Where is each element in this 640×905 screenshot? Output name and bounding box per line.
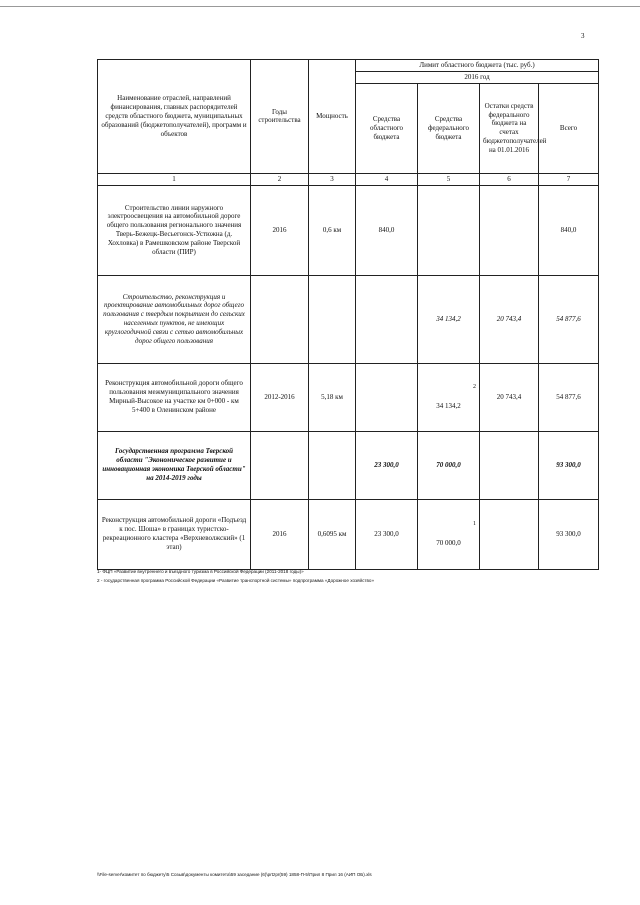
- header-limit-cell: [356, 60, 599, 72]
- remainder-value: [480, 499, 539, 569]
- federal-budget-value: 70 000,0: [436, 538, 461, 547]
- column-number: 4: [356, 173, 418, 185]
- regional-budget-value: 23 300,0: [356, 499, 418, 569]
- header-capacity-cell: [309, 60, 356, 174]
- capacity-value: 5,18 км: [309, 363, 356, 431]
- header-total-cell: [539, 83, 599, 173]
- total-value: 840,0: [539, 185, 599, 275]
- capacity-value: 0,6095 км: [309, 499, 356, 569]
- table-row: [98, 431, 599, 499]
- total-value: 93 300,0: [539, 431, 599, 499]
- footnotes: [97, 568, 374, 585]
- table-row: [98, 185, 599, 275]
- header-remainder-text: Остатки средств федерального бюджета на счетах бюджетополучателей на 01.01.2016: [483, 101, 547, 155]
- federal-budget-cell: [418, 431, 480, 499]
- capacity-value: [309, 431, 356, 499]
- header-name-text: Наименование отраслей, направлений финансирования, главных распорядителей средств областного бюджета, муниципальных образований (бюджетополучателей), программ и объектов: [101, 94, 247, 138]
- construction-years: 2012-2016: [251, 363, 309, 431]
- total-value: 54 877,6: [539, 275, 599, 363]
- header-remainder-cell: [480, 83, 547, 173]
- construction-years: 2016: [251, 499, 309, 569]
- footnote-2: 2 - государственная программа Российской Федерации «Развитие транспортной системы» подпрограмма «Дорожное хозяйство»: [97, 577, 375, 583]
- top-edge-line: [0, 6, 640, 7]
- budget-limit-table: [97, 59, 599, 570]
- column-number: 2: [251, 173, 309, 185]
- table-row: [98, 275, 599, 363]
- total-value: 93 300,0: [539, 499, 599, 569]
- page-number: 3: [581, 32, 585, 40]
- capacity-value: [309, 275, 356, 363]
- footnote-ref: 1: [473, 521, 476, 528]
- column-number: 1: [98, 173, 251, 185]
- object-name: Реконструкция автомобильной дороги общего пользования межмуниципального значения Мирный-Высокое на участке км 0+000 - км 5+400 в Оленинском районе: [98, 363, 251, 431]
- object-name: Строительство линии наружного электроосвещения на автомобильной дороге общего пользования регионального значения Тверь-Бежецк-Весьегонск-Устюжна (д. Хохловка) в Рамешковском районе Тверской области (ПИР): [98, 185, 251, 275]
- column-number: 6: [480, 173, 539, 185]
- header-federal-text: Средства федерального бюджета: [427, 114, 469, 141]
- header-name-cell: [98, 60, 251, 174]
- header-years-text: Годы строительства: [258, 107, 301, 125]
- capacity-value: 0,6 км: [309, 185, 356, 275]
- header-capacity-text: Мощность: [316, 111, 348, 120]
- section-name: Строительство, реконструкция и проектирование автомобильных дорог общего пользования с твердым покрытием до сельских населенных пунктов, не имеющих круглогодичной связи с сетью автомобильных дорог общего пользования: [98, 275, 251, 363]
- column-number: 7: [539, 173, 599, 185]
- regional-budget-value: [356, 363, 418, 431]
- header-years-cell: [251, 60, 309, 174]
- regional-budget-value: 840,0: [356, 185, 418, 275]
- remainder-value: 20 743,4: [480, 275, 539, 363]
- header-row-numbers: [98, 173, 599, 185]
- header-year-cell: [356, 71, 599, 83]
- federal-budget-cell: [418, 275, 480, 363]
- construction-years: 2016: [251, 185, 309, 275]
- column-number: 5: [418, 173, 480, 185]
- regional-budget-value: [356, 275, 418, 363]
- table-row: [98, 499, 599, 569]
- header-year-text: 2016 год: [464, 72, 490, 81]
- federal-budget-cell: [418, 185, 480, 275]
- header-federal-cell: [418, 83, 480, 173]
- object-name: Реконструкция автомобильной дороги «Подъезд к пос. Шоша» в границах туристско-рекреационного кластера «Верхневолжский» (1 этап): [98, 499, 251, 569]
- federal-budget-value: 70 000,0: [436, 460, 461, 469]
- federal-budget-value: 34 134,2: [436, 314, 461, 323]
- header-limit-text: Лимит областного бюджета (тыс. руб.): [419, 61, 535, 69]
- federal-budget-cell: [418, 363, 480, 431]
- footnote-ref: 2: [473, 384, 476, 391]
- header-total-text: Всего: [559, 123, 578, 132]
- remainder-value: [480, 431, 539, 499]
- total-value: 54 877,6: [539, 363, 599, 431]
- footnote-1: 1- ФЦП «Развитие внутреннего и въездного туризма в Российской Федерации (2011-2018 годы)»: [97, 569, 304, 574]
- federal-budget-cell: [418, 499, 480, 569]
- construction-years: [251, 275, 309, 363]
- construction-years: [251, 431, 309, 499]
- remainder-value: [480, 185, 539, 275]
- regional-budget-value: 23 300,0: [356, 431, 418, 499]
- column-number: 3: [309, 173, 356, 185]
- header-row-limit: [98, 60, 599, 72]
- header-regional-text: Средства областного бюджета: [369, 114, 404, 141]
- header-regional-cell: [356, 83, 418, 173]
- federal-budget-value: 34 134,2: [436, 401, 461, 410]
- program-name: Государственная программа Тверской области "Экономическое развитие и инновационная экономика Тверской области" на 2014-2019 годы: [98, 431, 251, 499]
- table-row: [98, 363, 599, 431]
- remainder-value: 20 743,4: [480, 363, 539, 431]
- file-path-footer: \\File-server\комитет по бюджету\5 Созыв\документы комитета\59 заседание (6)\prtzpr(59) 1858-П-5\Прил 8 Прил 16 (АИП ОБ).xls: [97, 872, 372, 877]
